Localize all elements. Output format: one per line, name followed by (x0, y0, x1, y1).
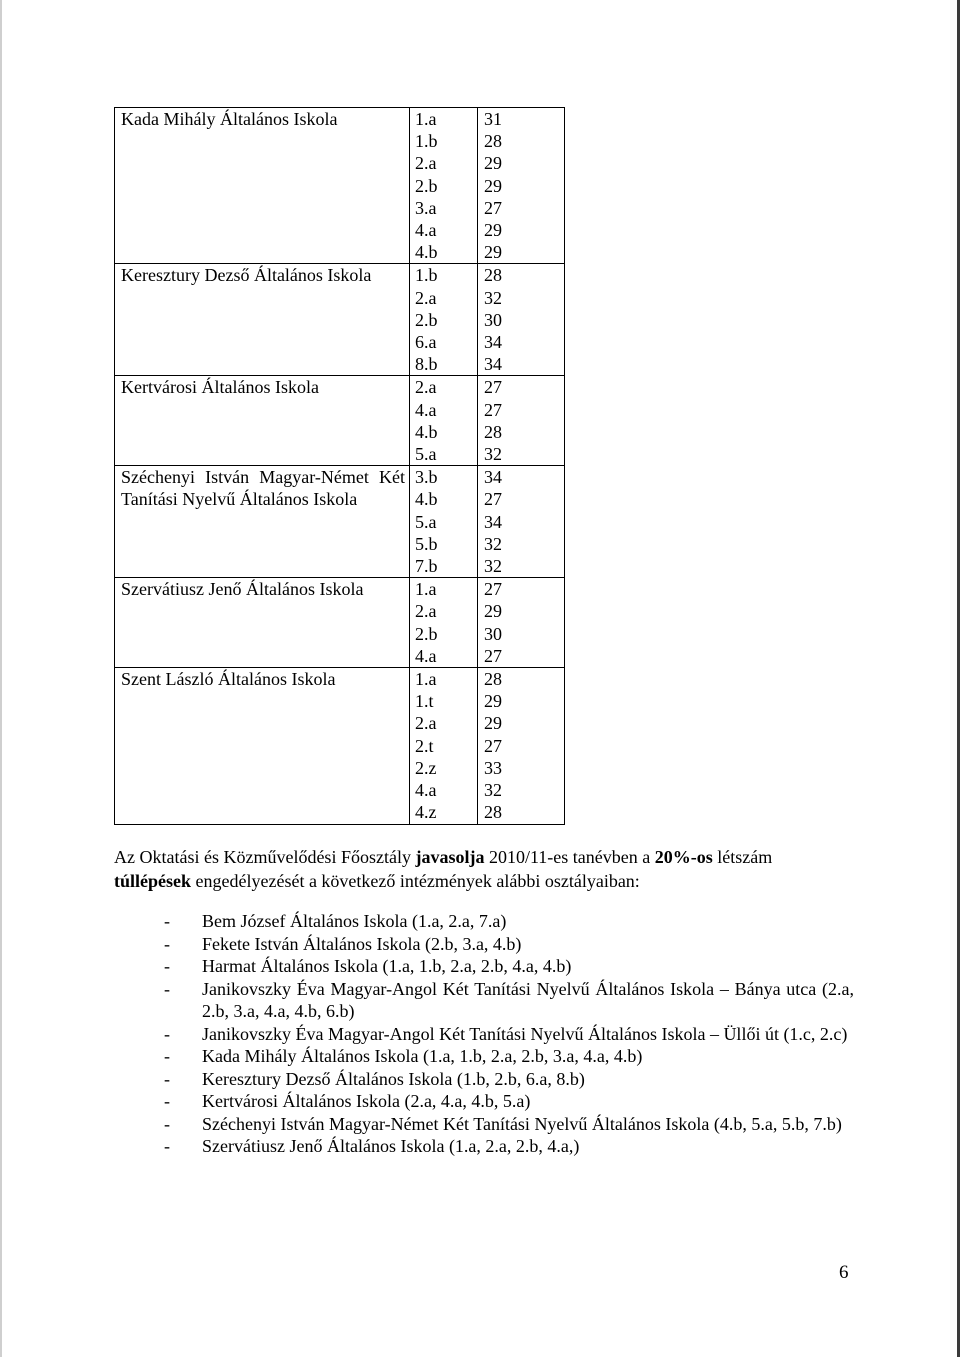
table-row (115, 466, 565, 578)
list-item (164, 978, 854, 1023)
list-item-text: Bem József Általános Iskola (1.a, 2.a, 7.a) (202, 911, 507, 931)
student-count: 27 (484, 399, 502, 420)
table-row (115, 668, 565, 824)
class-label: 1.a (415, 109, 437, 129)
school-name-cell (115, 668, 410, 824)
student-count: 34 (484, 467, 502, 488)
list-item (164, 1068, 854, 1091)
school-name-cell (115, 264, 410, 376)
class-label: 4.b (415, 242, 438, 263)
school-bullet-list (164, 910, 854, 1158)
student-count: 27 (484, 377, 502, 398)
student-count-cell (478, 668, 565, 824)
list-item-text: Kada Mihály Általános Iskola (1.a, 1.b, 2.a, 2.b, 3.a, 4.a, 4.b) (202, 1046, 643, 1066)
list-dash: - (164, 1113, 170, 1134)
student-count: 29 (484, 175, 502, 196)
school-name: Széchenyi István Magyar-Német Két Tanítási Nyelvű Általános Iskola (121, 467, 405, 510)
student-count: 30 (484, 309, 502, 330)
class-label: 2.t (415, 735, 434, 756)
page-edge-left (0, 0, 2, 1357)
paragraph-bold-javasolja: javasolja (415, 847, 485, 867)
class-label: 2.z (415, 757, 437, 778)
class-label: 4.b (415, 421, 438, 442)
list-dash: - (164, 1136, 170, 1156)
class-label: 1.a (415, 669, 437, 690)
student-count: 31 (484, 109, 502, 129)
student-count: 27 (484, 197, 502, 218)
student-count-cell (478, 578, 565, 668)
school-name: Keresztury Dezső Általános Iskola (121, 265, 372, 286)
paragraph-text-2: 2010/11-es tanévben a (484, 847, 655, 867)
list-dash: - (164, 911, 170, 931)
student-count: 32 (484, 287, 502, 308)
class-label: 5.a (415, 444, 437, 465)
school-name: Szervátiusz Jenő Általános Iskola (121, 579, 364, 600)
school-name-cell (115, 108, 410, 264)
student-count-cell (478, 376, 565, 466)
list-item-text: Széchenyi István Magyar-Német Két Tanítási Nyelvű Általános Iskola (4.b, 5.a, 5.b, 7.b) (202, 1113, 842, 1134)
student-count: 29 (484, 220, 502, 241)
paragraph-bold-tullepesek: túllépések (114, 871, 192, 891)
class-label: 2.b (415, 623, 438, 644)
class-label: 4.a (415, 780, 437, 801)
class-list-cell (410, 108, 478, 264)
class-list-cell (410, 578, 478, 668)
list-item-text: Janikovszky Éva Magyar-Angol Két Tanítási Nyelvű Általános Iskola – Bánya utca (2.a, 2.b, 3.a, 4.a, 4.b, 6.b) (202, 978, 854, 1021)
class-label: 4.a (415, 645, 437, 666)
student-count: 34 (484, 332, 502, 353)
school-name: Kertvárosi Általános Iskola (121, 377, 319, 398)
class-label: 1.t (415, 691, 434, 712)
class-label: 5.b (415, 533, 438, 554)
student-count: 34 (484, 511, 502, 532)
class-list-cell (410, 466, 478, 578)
student-count: 27 (484, 735, 502, 756)
student-count: 29 (484, 153, 502, 174)
list-item (164, 1090, 854, 1113)
class-label: 3.b (415, 467, 438, 488)
school-name: Szent László Általános Iskola (121, 669, 336, 690)
class-label: 2.b (415, 309, 438, 330)
student-count: 32 (484, 780, 502, 801)
list-dash: - (164, 1046, 170, 1066)
class-label: 8.b (415, 354, 438, 375)
list-item-text: Keresztury Dezső Általános Iskola (1.b, 2.b, 6.a, 8.b) (202, 1068, 585, 1089)
class-label: 4.b (415, 489, 438, 510)
class-label: 6.a (415, 332, 437, 353)
class-size-table (114, 107, 565, 825)
class-label: 2.a (415, 713, 437, 734)
student-count: 28 (484, 669, 502, 690)
paragraph-text-3: létszám (712, 847, 773, 867)
list-item-text: Harmat Általános Iskola (1.a, 1.b, 2.a, 2.b, 4.a, 4.b) (202, 956, 572, 976)
student-count: 28 (484, 265, 502, 286)
class-label: 2.a (415, 153, 437, 174)
student-count: 30 (484, 623, 502, 644)
list-item (164, 1113, 854, 1136)
class-label: 2.a (415, 287, 437, 308)
table-row (115, 376, 565, 466)
class-label: 5.a (415, 511, 437, 532)
list-dash: - (164, 978, 170, 999)
student-count-cell (478, 264, 565, 376)
student-count: 29 (484, 601, 502, 622)
student-count-cell (478, 108, 565, 264)
list-item-text: Fekete István Általános Iskola (2.b, 3.a, 4.b) (202, 933, 522, 954)
student-count: 28 (484, 802, 502, 823)
class-list-cell (410, 264, 478, 376)
student-count: 27 (484, 489, 502, 510)
school-name: Kada Mihály Általános Iskola (121, 109, 338, 129)
list-dash: - (164, 1068, 170, 1089)
school-name-cell (115, 376, 410, 466)
student-count: 29 (484, 691, 502, 712)
table-row (115, 264, 565, 376)
list-item (164, 955, 854, 978)
list-dash: - (164, 1023, 170, 1044)
table-body (115, 108, 565, 825)
student-count: 32 (484, 444, 502, 465)
class-label: 2.a (415, 601, 437, 622)
class-label: 3.a (415, 197, 437, 218)
student-count: 27 (484, 645, 502, 666)
student-count: 27 (484, 579, 502, 600)
list-dash: - (164, 956, 170, 976)
class-label: 1.a (415, 579, 437, 600)
list-item-text: Szervátiusz Jenő Általános Iskola (1.a, 2.a, 2.b, 4.a,) (202, 1136, 580, 1156)
recommendation-paragraph (114, 845, 852, 893)
class-label: 7.b (415, 556, 438, 577)
paragraph-bold-percent: 20%-os (654, 847, 713, 867)
class-label: 4.z (415, 802, 437, 823)
class-label: 4.a (415, 220, 437, 241)
class-label: 1.b (415, 131, 438, 152)
class-label: 2.b (415, 175, 438, 196)
page-number: 6 (839, 1262, 849, 1283)
student-count: 29 (484, 713, 502, 734)
list-dash: - (164, 933, 170, 954)
list-item (164, 910, 854, 933)
list-item (164, 1045, 854, 1068)
school-name-cell (115, 466, 410, 578)
student-count: 28 (484, 131, 502, 152)
student-count: 32 (484, 556, 502, 577)
paragraph-text-4: engedélyezését a következő intézmények alábbi osztályaiban: (191, 871, 640, 891)
list-item (164, 1023, 854, 1046)
student-count: 33 (484, 757, 502, 778)
class-label: 1.b (415, 265, 438, 286)
list-dash: - (164, 1091, 170, 1111)
table-row (115, 108, 565, 264)
class-list-cell (410, 376, 478, 466)
student-count: 34 (484, 354, 502, 375)
school-name-cell (115, 578, 410, 668)
list-item (164, 1135, 854, 1158)
student-count-cell (478, 466, 565, 578)
student-count: 29 (484, 242, 502, 263)
list-item-text: Janikovszky Éva Magyar-Angol Két Tanítási Nyelvű Általános Iskola – Üllői út (1.c, 2.c) (202, 1023, 848, 1044)
class-label: 4.a (415, 399, 437, 420)
paragraph-text-1: Az Oktatási és Közművelődési Főosztály (114, 847, 416, 867)
list-item-text: Kertvárosi Általános Iskola (2.a, 4.a, 4.b, 5.a) (202, 1091, 531, 1111)
list-item (164, 933, 854, 956)
table-row (115, 578, 565, 668)
student-count: 32 (484, 533, 502, 554)
student-count: 28 (484, 421, 502, 442)
class-list-cell (410, 668, 478, 824)
class-label: 2.a (415, 377, 437, 398)
